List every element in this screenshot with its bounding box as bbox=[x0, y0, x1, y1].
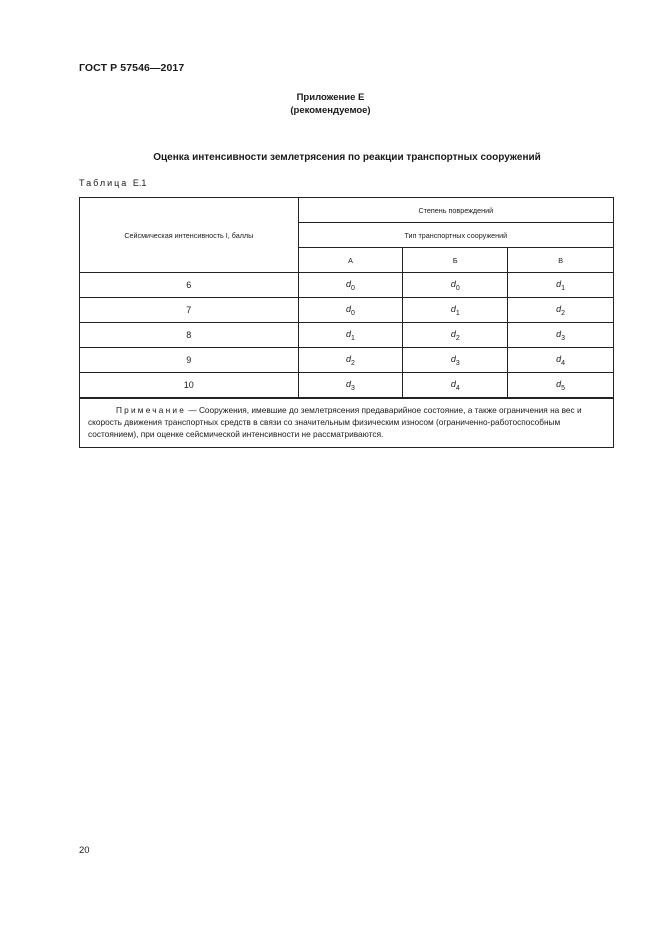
table-note bbox=[80, 398, 614, 448]
intensity-table bbox=[79, 197, 614, 448]
header-intensity bbox=[80, 198, 299, 273]
damage-cell: $d_1$ bbox=[298, 323, 403, 348]
damage-cell: $d_0$ bbox=[298, 298, 403, 323]
appendix-heading bbox=[0, 91, 661, 117]
note-text: — Сооружения, имевшие до землетрясения предаварийное состояние, а также ограничения на вес и скорость движения транспортных средств в связи со значительным физическим износом (ограниченно-работоспособным состоянием), при оценке сейсмической интенсивности не рассматриваются. bbox=[88, 405, 582, 439]
intensity-cell: 7 bbox=[80, 298, 299, 323]
intensity-cell: 6 bbox=[80, 273, 299, 298]
header-intensity-label: Сейсмическая интенсивность I, баллы bbox=[124, 230, 254, 240]
intensity-cell: 8 bbox=[80, 323, 299, 348]
section-title: Оценка интенсивности землетрясения по реакции транспортных сооружений bbox=[153, 152, 541, 163]
table-caption-number: Е.1 bbox=[132, 178, 147, 188]
damage-cell: $d_4$ bbox=[508, 348, 614, 373]
page-number: 20 bbox=[79, 845, 90, 856]
table-row bbox=[80, 323, 614, 348]
damage-cell: $d_5$ bbox=[508, 373, 614, 399]
appendix-title: Приложение Е bbox=[296, 92, 365, 103]
damage-cell: $d_2$ bbox=[403, 323, 508, 348]
header-type-b: Б bbox=[403, 248, 508, 273]
table-row bbox=[80, 348, 614, 373]
damage-cell: $d_0$ bbox=[298, 273, 403, 298]
table-row bbox=[80, 373, 614, 399]
appendix-subtitle: (рекомендуемое) bbox=[290, 105, 371, 116]
damage-cell: $d_0$ bbox=[403, 273, 508, 298]
table-header-row bbox=[80, 198, 614, 223]
table-caption-word: Таблица bbox=[79, 178, 129, 188]
damage-cell: $d_3$ bbox=[508, 323, 614, 348]
note-label: Примечание bbox=[116, 405, 187, 415]
header-damage-degree: Степень повреждений bbox=[298, 198, 613, 223]
header-type-v: В bbox=[508, 248, 614, 273]
table-row bbox=[80, 273, 614, 298]
document-code: ГОСТ Р 57546—2017 bbox=[79, 62, 185, 74]
damage-cell: $d_1$ bbox=[508, 273, 614, 298]
damage-cell: $d_2$ bbox=[298, 348, 403, 373]
table-row bbox=[80, 298, 614, 323]
damage-cell: $d_4$ bbox=[403, 373, 508, 399]
damage-cell: $d_3$ bbox=[298, 373, 403, 399]
damage-cell: $d_2$ bbox=[508, 298, 614, 323]
header-type-a: А bbox=[298, 248, 403, 273]
table-note-row bbox=[80, 398, 614, 448]
damage-cell: $d_1$ bbox=[403, 298, 508, 323]
intensity-cell: 9 bbox=[80, 348, 299, 373]
table-caption bbox=[79, 178, 146, 188]
intensity-cell: 10 bbox=[80, 373, 299, 399]
damage-cell: $d_3$ bbox=[403, 348, 508, 373]
header-structure-type: Тип транспортных сооружений bbox=[298, 223, 613, 248]
